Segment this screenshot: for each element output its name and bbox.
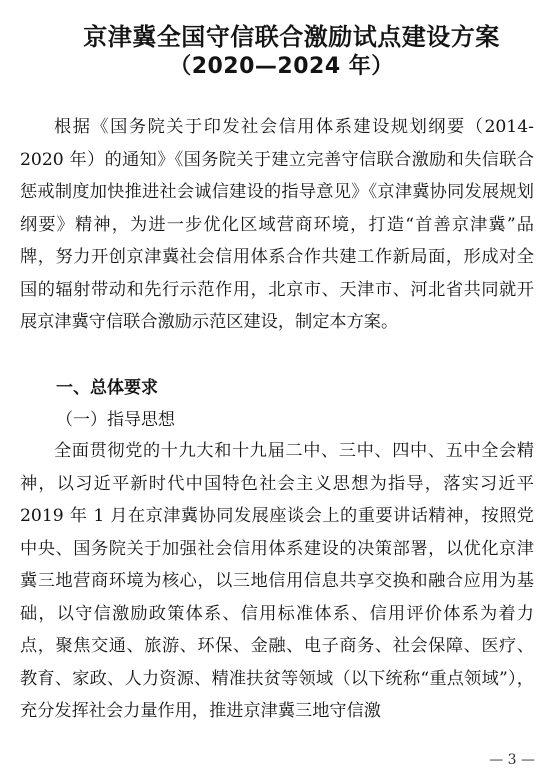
intro-paragraph: 根据《国务院关于印发社会信用体系建设规划纲要（2014-2020 年）的通知》《国务院关于建立完善守信联合激励和失信联合惩戒制度加快推进社会诚信建设的指导意见》《京津冀协同发展规划纲要》精神，为进一步优化区域营商环境，打造“首善京津冀”品牌，努力开创京津冀社会信用体系合作共建工作新局面，形成对全国的辐射带动和先行示范作用，北京市、天津市、河北省共同就开展京津冀守信联合激励示范区建设，制定本方案。 bbox=[20, 117, 534, 332]
document-subtitle: （2020—2024 年） bbox=[169, 54, 394, 79]
section-heading: 一、总体要求 bbox=[56, 378, 158, 398]
subsection-heading: （一）指导思想 bbox=[56, 410, 175, 430]
page-number: — 3 — bbox=[489, 752, 535, 768]
document-title: 京津冀全国守信联合激励试点建设方案 bbox=[83, 23, 500, 51]
guiding-paragraph: 全面贯彻党的十九大和十九届二中、三中、四中、五中全会精神，以习近平新时代中国特色社会主义思想为指导，落实习近平 2019 年 1 月在京津冀协同发展座谈会上的重要讲话精神，按照党中央、国务院关于加强社会信用体系建设的决策部署，以优化京津冀三地营商环境为核心，以三地信用信息共享交换和融合应用为基础，以守信激励政策体系、信用标准体系、信用评价体系为着力点，聚焦交通、旅游、环保、金融、电子商务、社会保障、医疗、教育、家政、人力资源、精准扶贫等领域（以下统称“重点领域”），充分发挥社会力量作用，推进京津冀三地守信激 bbox=[20, 441, 534, 721]
